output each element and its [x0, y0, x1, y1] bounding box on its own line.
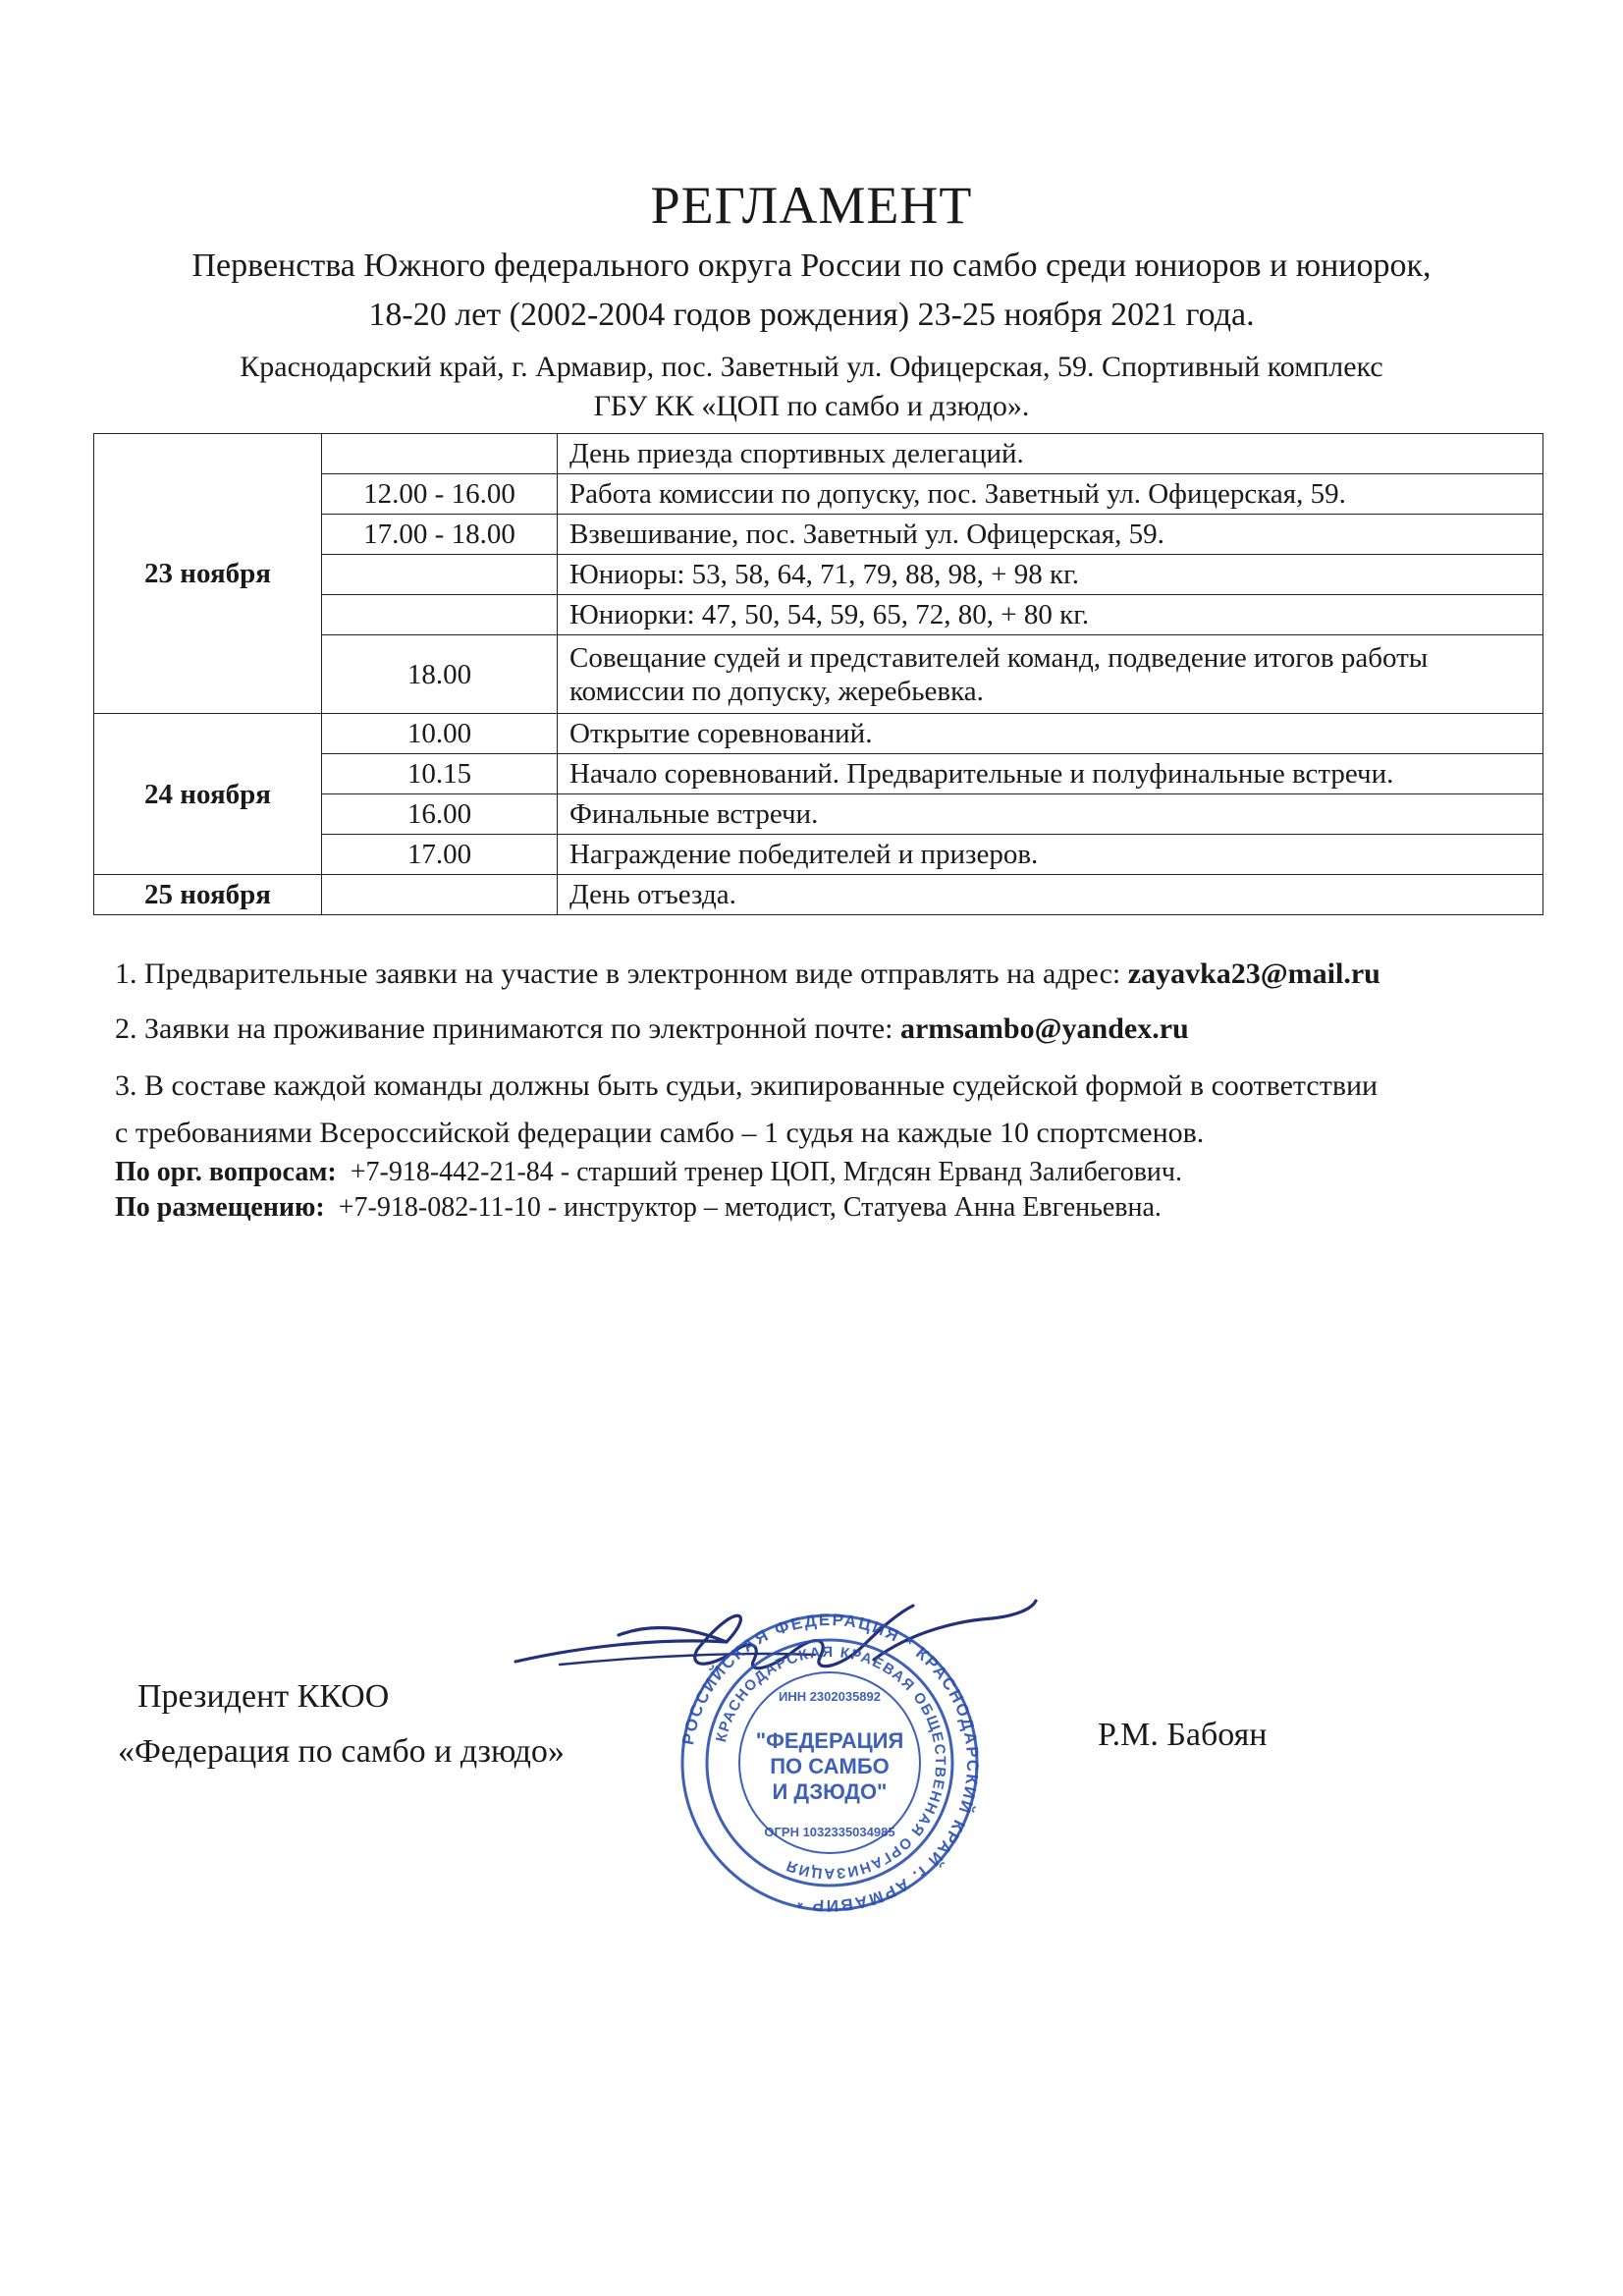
contact-acc-label: По размещению: — [115, 1192, 325, 1223]
time-cell: 10.00 — [322, 714, 558, 754]
event-cell: Юниоры: 53, 58, 64, 71, 79, 88, 98, + 98 кг. — [558, 555, 1543, 595]
subtitle-line-1: Первенства Южного федерального округа России по самбо среди юниоров и юниорок, — [191, 247, 1432, 284]
time-cell — [322, 875, 558, 915]
venue-line-2: ГБУ КК «ЦОП по самбо и дзюдо». — [593, 390, 1030, 422]
event-cell: Финальные встречи. — [558, 794, 1543, 835]
document-title: РЕГЛАМЕНТ — [650, 176, 973, 235]
event-cell: Совещание судей и представителей команд, подведение итогов работы комиссии по допуску, жеребьевка. — [558, 635, 1543, 714]
note-3-line-1: 3. В составе каждой команды должны быть судьи, экипированные судейской формой в соответствии — [115, 1069, 1379, 1102]
day-cell-23: 23 ноября — [94, 434, 322, 714]
time-cell: 12.00 - 16.00 — [322, 474, 558, 515]
stamp-center-line-1: "ФЕДЕРАЦИЯ — [755, 1728, 904, 1753]
event-cell: Награждение победителей и призеров. — [558, 835, 1543, 875]
venue-address — [79, 348, 1544, 426]
event-cell: День приезда спортивных делегаций. — [558, 434, 1543, 474]
stamp-inn: ИНН 2302035892 — [778, 1689, 882, 1704]
contact-org-label: По орг. вопросам: — [115, 1157, 337, 1187]
table-row — [94, 875, 1543, 915]
stamp-center-line-2: ПО САМБО — [770, 1754, 890, 1778]
note-1-text: 1. Предварительные заявки на участие в электронном виде отправлять на адрес: — [115, 957, 1128, 990]
day-cell-25: 25 ноября — [94, 875, 322, 915]
time-cell: 17.00 — [322, 835, 558, 875]
event-cell: Открытие соревнований. — [558, 714, 1543, 754]
note-2 — [115, 1010, 1548, 1049]
signatory-name: Р.М. Бабоян — [1098, 1717, 1268, 1753]
contact-org — [115, 1155, 1548, 1190]
time-cell: 10.15 — [322, 754, 558, 794]
schedule-table — [93, 433, 1543, 915]
stamp-ogrn: ОГРН 1032335034985 — [764, 1825, 895, 1839]
time-cell — [322, 595, 558, 635]
table-row — [94, 714, 1543, 754]
venue-line-1: Краснодарский край, г. Армавир, пос. Заветный ул. Офицерская, 59. Спортивный комплекс — [240, 351, 1383, 383]
time-cell: 18.00 — [322, 635, 558, 714]
note-1 — [115, 955, 1548, 994]
contact-org-text: +7-918-442-21-84 - старший тренер ЦОП, Мгдсян Ерванд Залибегович. — [350, 1157, 1182, 1187]
table-row — [94, 434, 1543, 474]
time-cell: 16.00 — [322, 794, 558, 835]
day-cell-24: 24 ноября — [94, 714, 322, 875]
event-cell: День отъезда. — [558, 875, 1543, 915]
document-subtitle — [79, 242, 1544, 340]
note-2-text: 2. Заявки на проживание принимаются по электронной почте: — [115, 1012, 900, 1045]
note-3 — [115, 1063, 1548, 1157]
stamp-inner-text: КРАСНОДАРСКАЯ КРАЕВАЯ ОБЩЕСТВЕННАЯ ОРГАНИЗАЦИЯ — [713, 1643, 949, 1883]
contact-acc-text: +7-918-082-11-10 - инструктор – методист, Статуева Анна Евгеньевна. — [338, 1192, 1162, 1223]
time-cell: 17.00 - 18.00 — [322, 515, 558, 555]
stamp-outer-text: РОССИЙСКАЯ ФЕДЕРАЦИЯ * КРАСНОДАРСКИЙ КРАЙ г. АРМАВИР * — [678, 1611, 982, 1915]
event-cell: Взвешивание, пос. Заветный ул. Офицерская, 59. — [558, 515, 1543, 555]
event-cell: Начало соревнований. Предварительные и полуфинальные встречи. — [558, 754, 1543, 794]
event-cell: Работа комиссии по допуску, пос. Заветный ул. Офицерская, 59. — [558, 474, 1543, 515]
time-cell — [322, 434, 558, 474]
official-stamp — [677, 1611, 982, 1915]
time-cell — [322, 555, 558, 595]
contact-accommodation — [115, 1190, 1548, 1226]
accommodation-email-link[interactable]: armsambo@yandex.ru — [899, 1012, 1189, 1045]
stamp-center-line-3: И ДЗЮДО" — [772, 1779, 888, 1804]
note-3-line-2: с требованиями Всероссийской федерации самбо – 1 судья на каждые 10 спортсменов. — [115, 1117, 1205, 1149]
position-line-2: «Федерация по самбо и дзюдо» — [118, 1733, 565, 1770]
position-line-1: Президент ККОО — [137, 1678, 390, 1715]
subtitle-line-2: 18-20 лет (2002-2004 годов рождения) 23-25 ноября 2021 года. — [368, 297, 1255, 333]
event-cell: Юниорки: 47, 50, 54, 59, 65, 72, 80, + 80 кг. — [558, 595, 1543, 635]
entry-email-link[interactable]: zayavka23@mail.ru — [1127, 957, 1380, 990]
signatory-position — [118, 1669, 565, 1779]
